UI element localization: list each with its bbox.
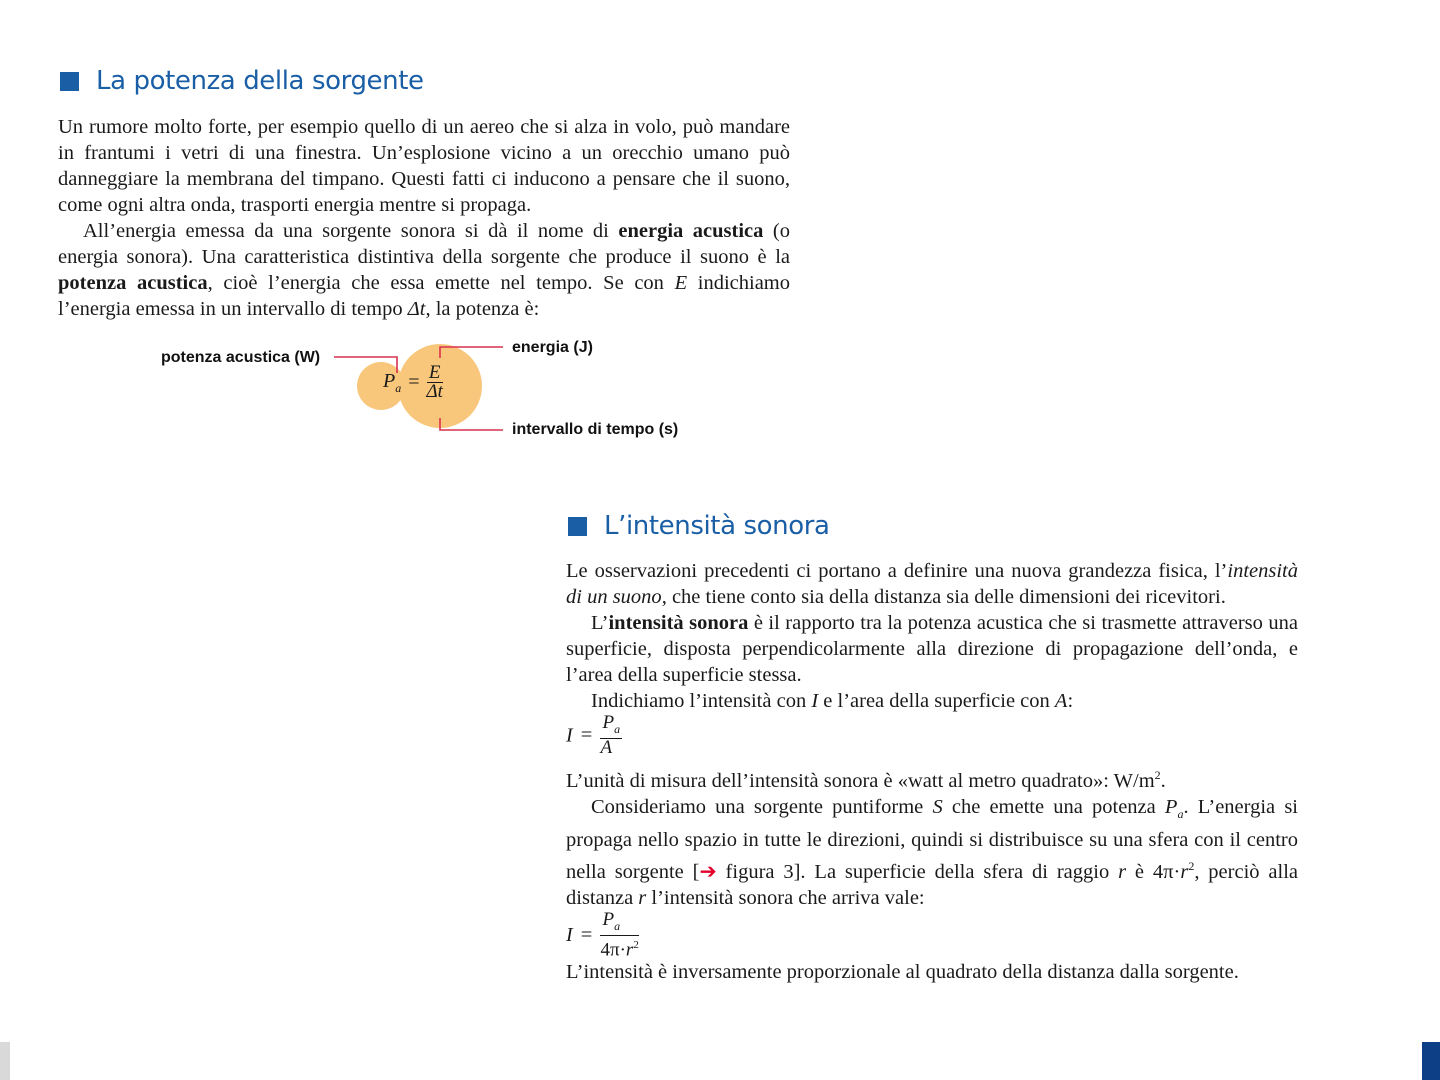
fraction: $\frac{P_a}{A}$ [600, 712, 621, 758]
formula-power: $P_a$ = $\frac{E}{\Delta t}$ [383, 362, 443, 402]
paragraph: Indichiamo l’intensità con I e l’area della superficie con A: [591, 690, 1074, 712]
paragraph: L’unità di misura dell’intensità sonora è «watt al metro quadrato»: $W/m^2$. [566, 768, 1166, 792]
formula-intensity: I = $\frac{P_a}{A}$ [566, 712, 621, 758]
section-body-intensity [566, 558, 1298, 985]
section-heading-intensity [568, 511, 830, 541]
callout-power-label: potenza acustica (W) [161, 349, 321, 366]
formula-intensity-sphere: I = $\frac{P_a}{4\pi\cdot r^2}$ [566, 908, 639, 960]
paragraph: Un rumore molto forte, per esempio quello di un aereo che si alza in volo, può mandare in frantumi i vetri di una finestra. Un’esplosione vicino a un orecchio umano può danneggiare la membrana del timpano. Questi fatti ci inducono a pensare che il suono, come ogni altra onda, trasporti energia mentre si propaga. [58, 116, 790, 216]
right-page-edge [1422, 1042, 1440, 1080]
heading-square-icon [60, 72, 79, 91]
paragraph: L’intensità è inversamente proporzionale al quadrato della distanza dalla sorgente. [566, 960, 1239, 983]
section-heading-power [60, 66, 424, 96]
paragraph: L’intensità sonora è il rapporto tra la potenza acustica che si trasmette attraverso una superficie, disposta perpendicolarmente alla direzione di propagazione dell’onda, e l’area della superficie stessa. [566, 612, 1298, 686]
arrow-right-icon[interactable]: ➔ [699, 858, 717, 883]
paragraph: Le osservazioni precedenti ci portano a definire una nuova grandezza fisica, l’intensità di un suono, che tiene conto sia della distanza sia delle dimensioni dei ricevitori. [566, 560, 1298, 608]
callout-time-label: intervallo di tempo (s) [512, 421, 679, 438]
power-formula-diagram [0, 330, 800, 460]
fraction: $\frac{P_a}{4\pi\cdot r^2}$ [600, 908, 639, 960]
fraction: $\frac{E}{\Delta t}$ [426, 362, 443, 402]
paragraph: All’energia emessa da una sorgente sonora si dà il nome di energia acustica (o energia sonora). Una caratteristica distintiva della sorgente che produce il suono è la potenza acustica, cioè l’energia che essa emette nel tempo. Se con E indichiamo l’energia emessa in un intervallo di tempo Δt, la potenza è: [58, 220, 790, 320]
section-title-power: La potenza della sorgente [96, 66, 424, 96]
section-title-intensity: L’intensità sonora [604, 511, 830, 541]
section-body-power [58, 114, 790, 322]
left-scroll-edge [0, 1042, 10, 1080]
heading-square-icon [568, 517, 587, 536]
callout-energy-label: energia (J) [512, 339, 593, 356]
paragraph: Consideriamo una sorgente puntiforme S che emette una potenza $P_a$. L’energia si propaga nello spazio in tutte le direzioni, quindi si distribuisce su una sfera con il centro nella sorgente [➔ figura 3]. La superficie della sfera di raggio r è $4\pi\cdot r^2$, perciò alla distanza r l’intensità sonora che arriva vale: [566, 795, 1298, 909]
